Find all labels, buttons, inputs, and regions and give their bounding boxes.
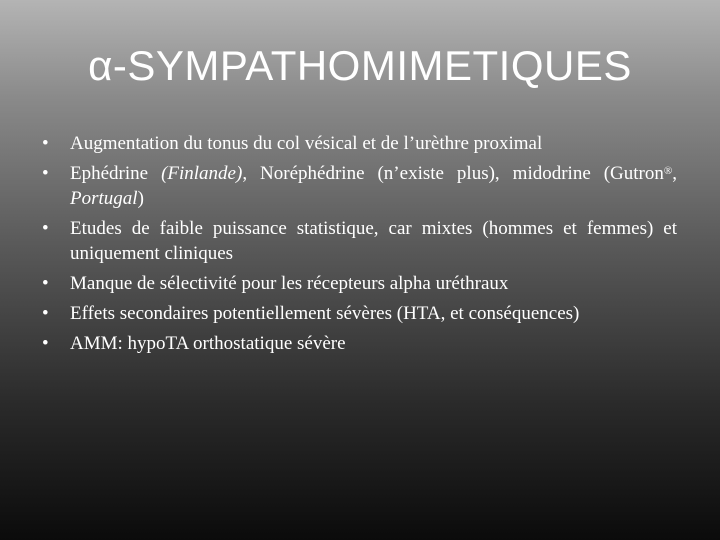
bullet-text-part: Ephédrine (70, 163, 162, 184)
bullet-marker: • (42, 333, 49, 354)
bullet-text-part: ) (137, 188, 144, 209)
bullet-item (42, 161, 677, 211)
bullet-text: Etudes de faible puissance statistique, car mixtes (hommes et femmes) et uniquement cliniques (70, 218, 677, 264)
bullet-text: Augmentation du tonus du col vésical et de l’urèthre proximal (70, 133, 543, 154)
bullet-marker: • (42, 163, 49, 184)
bullet-text: AMM: hypoTA orthostatique sévère (70, 333, 346, 354)
registered-mark: ® (663, 165, 673, 177)
bullet-marker: • (42, 273, 49, 294)
bullet-item (42, 301, 677, 326)
bullet-marker: • (42, 133, 49, 154)
bullet-text-italic: Portugal (70, 188, 138, 209)
bullet-item (42, 216, 677, 266)
bullet-marker: • (42, 303, 49, 324)
bullet-text-part: , (672, 163, 677, 184)
slide-title: α-SYMPATHOMIMETIQUES (88, 42, 632, 89)
bullet-text: Effets secondaires potentiellement sévères (HTA, et conséquences) (70, 303, 580, 324)
bullet-item (42, 331, 677, 356)
bullet-item (42, 271, 677, 296)
bullet-text-italic: (Finlande) (161, 163, 243, 184)
bullet-marker: • (42, 218, 49, 239)
bullet-text: Manque de sélectivité pour les récepteurs alpha uréthraux (70, 273, 509, 294)
bullet-list (42, 131, 677, 361)
bullet-item (42, 131, 677, 156)
bullet-text (70, 163, 677, 209)
bullet-text-part: , Noréphédrine (n’existe plus), midodrine (Gutron (242, 163, 664, 184)
